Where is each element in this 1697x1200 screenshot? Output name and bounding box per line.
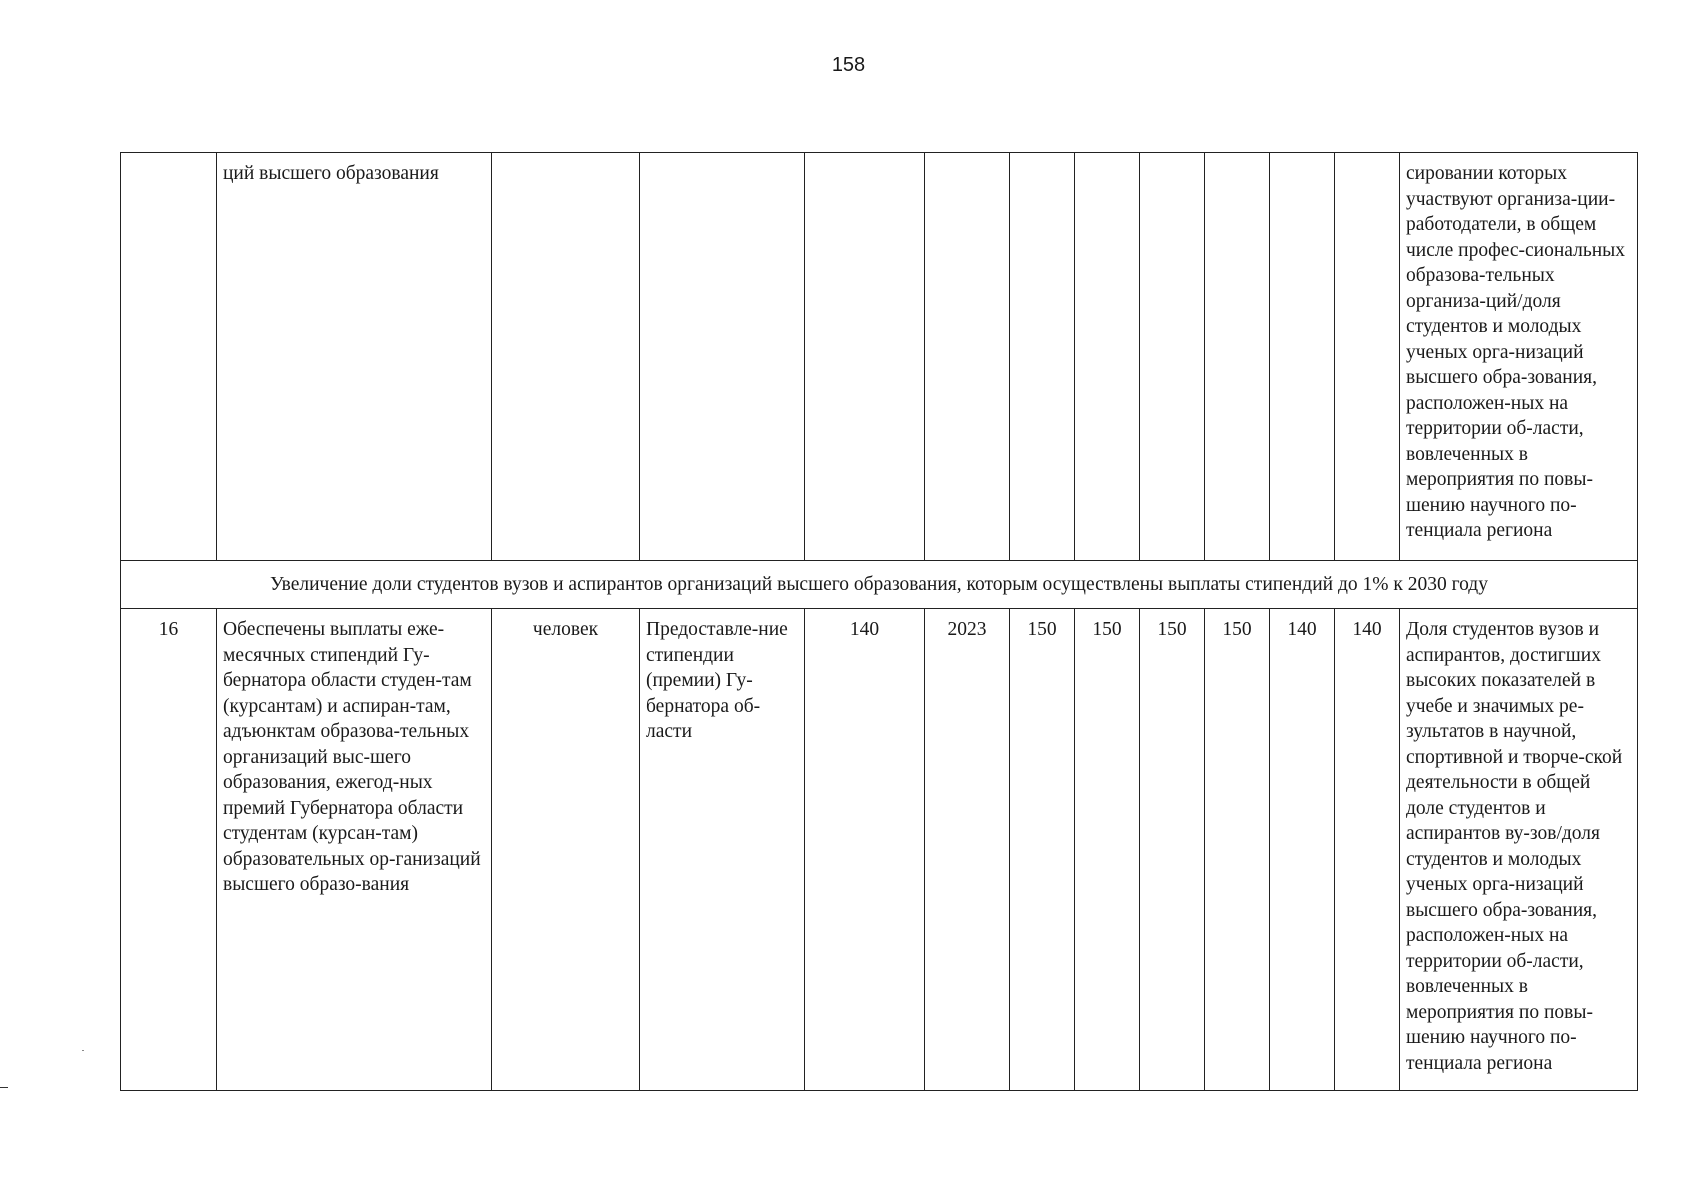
- scan-margin-mark: [0, 1087, 8, 1088]
- cell-year-6: 140: [1335, 609, 1400, 1091]
- cell-year-1: 150: [1010, 609, 1075, 1091]
- indicator-table: [120, 152, 1638, 1091]
- cell-unit: человек: [492, 609, 640, 1091]
- cell-base-year: [925, 153, 1010, 561]
- cell-unit: [492, 153, 640, 561]
- cell-year-3: [1140, 153, 1205, 561]
- section-header-row: [121, 561, 1638, 609]
- cell-year-2: [1075, 153, 1140, 561]
- cell-year-4: [1205, 153, 1270, 561]
- table-row-continuation: [121, 153, 1638, 561]
- cell-method: [640, 153, 805, 561]
- page-number: 158: [831, 54, 866, 76]
- cell-year-3: 150: [1140, 609, 1205, 1091]
- section-title: Увеличение доли студентов вузов и аспирантов организаций высшего образования, которым осуществлены выплаты стипендий до 1% к 2030 году: [121, 561, 1638, 609]
- cell-base-year: 2023: [925, 609, 1010, 1091]
- cell-indicator: Доля студентов вузов и аспирантов, достигших высоких показателей в учебе и значимых ре-зультатов в научной, спортивной и творче-ской деятельности в общей доле студентов и аспирантов ву-зов/доля студентов и молодых ученых орга-низаций высшего обра-зования, расположен-ных на территории об-ласти, вовлеченных в мероприятия по повы-шению научного по-тенциала региона: [1400, 609, 1638, 1091]
- cell-year-4: 150: [1205, 609, 1270, 1091]
- cell-method: Предоставле-ние стипендии (премии) Гу-бернатора об-ласти: [640, 609, 805, 1091]
- cell-year-2: 150: [1075, 609, 1140, 1091]
- cell-number: [121, 153, 217, 561]
- cell-year-1: [1010, 153, 1075, 561]
- cell-base-value: [805, 153, 925, 561]
- cell-name: ций высшего образования: [217, 153, 492, 561]
- table-row-16: [121, 609, 1638, 1091]
- cell-number: 16: [121, 609, 217, 1091]
- scan-speck: [82, 1050, 84, 1051]
- cell-base-value: 140: [805, 609, 925, 1091]
- cell-year-5: 140: [1270, 609, 1335, 1091]
- cell-year-6: [1335, 153, 1400, 561]
- cell-name: Обеспечены выплаты еже-месячных стипендий Гу-бернатора области студен-там (курсантам) и аспиран-там, адъюнктам образова-тельных организаций выс-шего образования, ежегод-ных премий Губернатора области студентам (курсан-там) образовательных ор-ганизаций высшего образо-вания: [217, 609, 492, 1091]
- cell-indicator: сировании которых участвуют организа-ции-работодатели, в общем числе профес-сиональных образова-тельных организа-ций/доля студентов и молодых ученых орга-низаций высшего обра-зования, расположен-ных на территории об-ласти, вовлеченных в мероприятия по повы-шению научного по-тенциала региона: [1400, 153, 1638, 561]
- cell-year-5: [1270, 153, 1335, 561]
